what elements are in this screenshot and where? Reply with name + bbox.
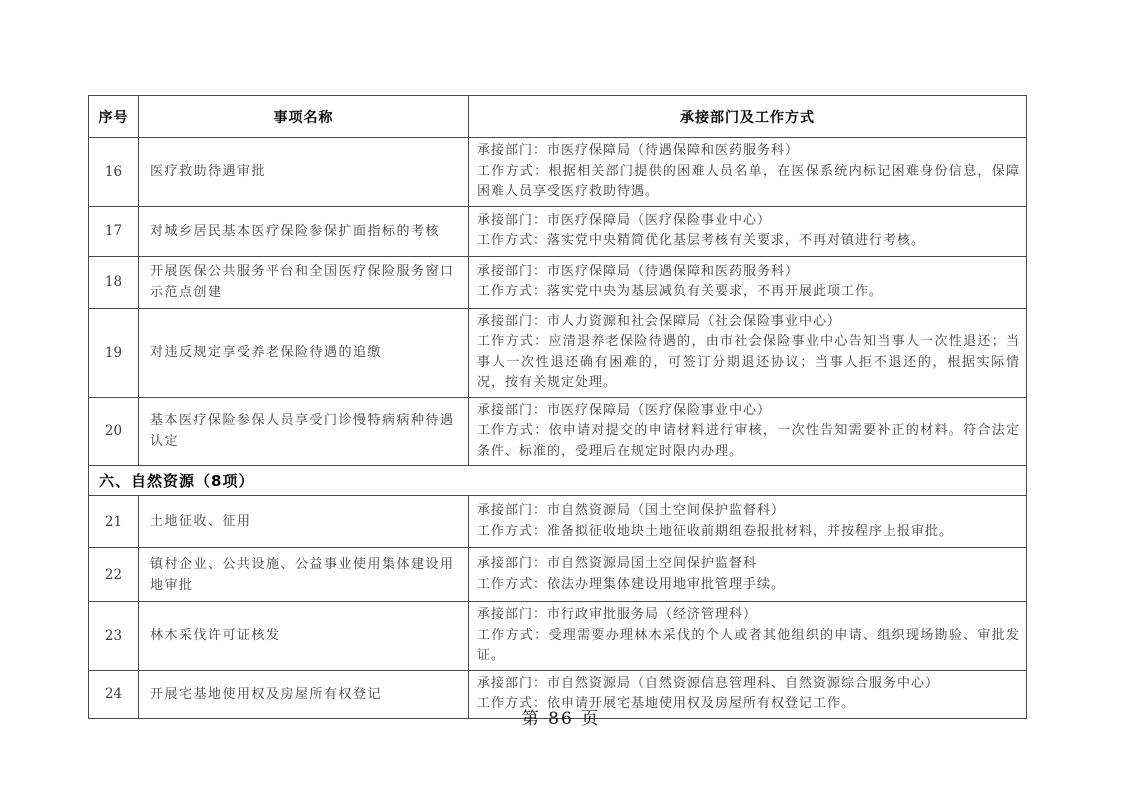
section-header-row: [89, 466, 1027, 496]
table-row: [89, 138, 1027, 207]
row-number: 17: [89, 206, 139, 256]
item-detail: [469, 206, 1027, 256]
table-row: [89, 397, 1027, 466]
table-row: [89, 256, 1027, 308]
row-number: 23: [89, 602, 139, 671]
section-header: 六、自然资源（8项）: [89, 466, 1027, 496]
item-name: 医疗救助待遇审批: [139, 138, 469, 207]
detail-department: 承接部门：市人力资源和社会保障局（社会保险事业中心）: [477, 313, 842, 329]
page-number: 第 86 页: [521, 709, 601, 729]
detail-department: 承接部门：市自然资源局国土空间保护监督科: [477, 556, 758, 571]
detail-method: 工作方式：应清退养老保险待遇的，由市社会保险事业中心告知当事人一次性退还；当事人一次性退还确有困难的，可签订分期退还协议；当事人拒不退还的，根据实际情况，按有关规定处理。: [477, 334, 1020, 390]
item-name: 开展宅基地使用权及房屋所有权登记: [139, 670, 469, 718]
detail-method: 工作方式：依法办理集体建设用地审批管理手续。: [477, 576, 786, 592]
item-name: 基本医疗保险参保人员享受门诊慢特病病种待遇认定: [139, 397, 469, 466]
detail-department: 承接部门：市医疗保障局（待遇保障和医药服务科）: [477, 263, 800, 279]
item-name: 对城乡居民基本医疗保险参保扩面指标的考核: [139, 206, 469, 256]
detail-department: 承接部门：市行政审批服务局（经济管理科）: [477, 607, 758, 622]
items-table: [88, 95, 1027, 719]
row-number: 18: [89, 256, 139, 308]
detail-method: 工作方式：落实党中央为基层减负有关要求，不再开展此项工作。: [477, 284, 884, 299]
detail-department: 承接部门：市自然资源局（国土空间保护监督科）: [477, 503, 786, 518]
table-row: [89, 308, 1027, 397]
item-detail: [469, 397, 1027, 466]
detail-department: 承接部门：市医疗保障局（医疗保险事业中心）: [477, 212, 772, 228]
item-name: 开展医保公共服务平台和全国医疗保险服务窗口示范点创建: [139, 256, 469, 308]
item-name: 镇村企业、公共设施、公益事业使用集体建设用地审批: [139, 548, 469, 602]
detail-department: 承接部门：市医疗保障局（待遇保障和医药服务科）: [477, 143, 800, 158]
detail-method: 工作方式：根据相关部门提供的困难人员名单，在医保系统内标记困难身份信息，保障困难人员享受医疗救助待遇。: [477, 163, 1020, 199]
row-number: 21: [89, 496, 139, 548]
row-number: 24: [89, 670, 139, 718]
item-detail: [469, 308, 1027, 397]
col-header-item-name: 事项名称: [139, 96, 469, 138]
item-detail: [469, 548, 1027, 602]
detail-department: 承接部门：市医疗保障局（医疗保险事业中心）: [477, 402, 772, 418]
table-row: [89, 496, 1027, 548]
detail-method: 工作方式：落实党中央精简优化基层考核有关要求，不再对镇进行考核。: [477, 233, 926, 248]
detail-method: 工作方式：依申请对提交的申请材料进行审核，一次性告知需要补正的材料。符合法定条件、标准的，受理后在规定时限内办理。: [477, 423, 1020, 459]
item-name: 林木采伐许可证核发: [139, 602, 469, 671]
detail-method: 工作方式：依申请开展宅基地使用权及房屋所有权登记工作。: [477, 696, 856, 711]
item-name: 对违反规定享受养老保险待遇的追缴: [139, 308, 469, 397]
col-header-department-method: 承接部门及工作方式: [469, 96, 1027, 138]
row-number: 22: [89, 548, 139, 602]
row-number: 20: [89, 397, 139, 466]
col-header-no: 序号: [89, 96, 139, 138]
item-detail: [469, 256, 1027, 308]
item-name: 土地征收、征用: [139, 496, 469, 548]
detail-method: 工作方式：受理需要办理林木采伐的个人或者其他组织的申请、组织现场勘验、审批发证。: [477, 627, 1020, 663]
detail-method: 工作方式：准备拟征收地块土地征收前期组卷报批材料，并按程序上报审批。: [477, 523, 954, 539]
row-number: 19: [89, 308, 139, 397]
table-row: [89, 602, 1027, 671]
table-row: [89, 548, 1027, 602]
item-detail: [469, 138, 1027, 207]
item-detail: [469, 496, 1027, 548]
detail-department: 承接部门：市自然资源局（自然资源信息管理科、自然资源综合服务中心）: [477, 675, 940, 691]
table-row: [89, 206, 1027, 256]
table-header-row: [89, 96, 1027, 138]
row-number: 16: [89, 138, 139, 207]
item-detail: [469, 602, 1027, 671]
document-table-region: [88, 95, 1026, 719]
